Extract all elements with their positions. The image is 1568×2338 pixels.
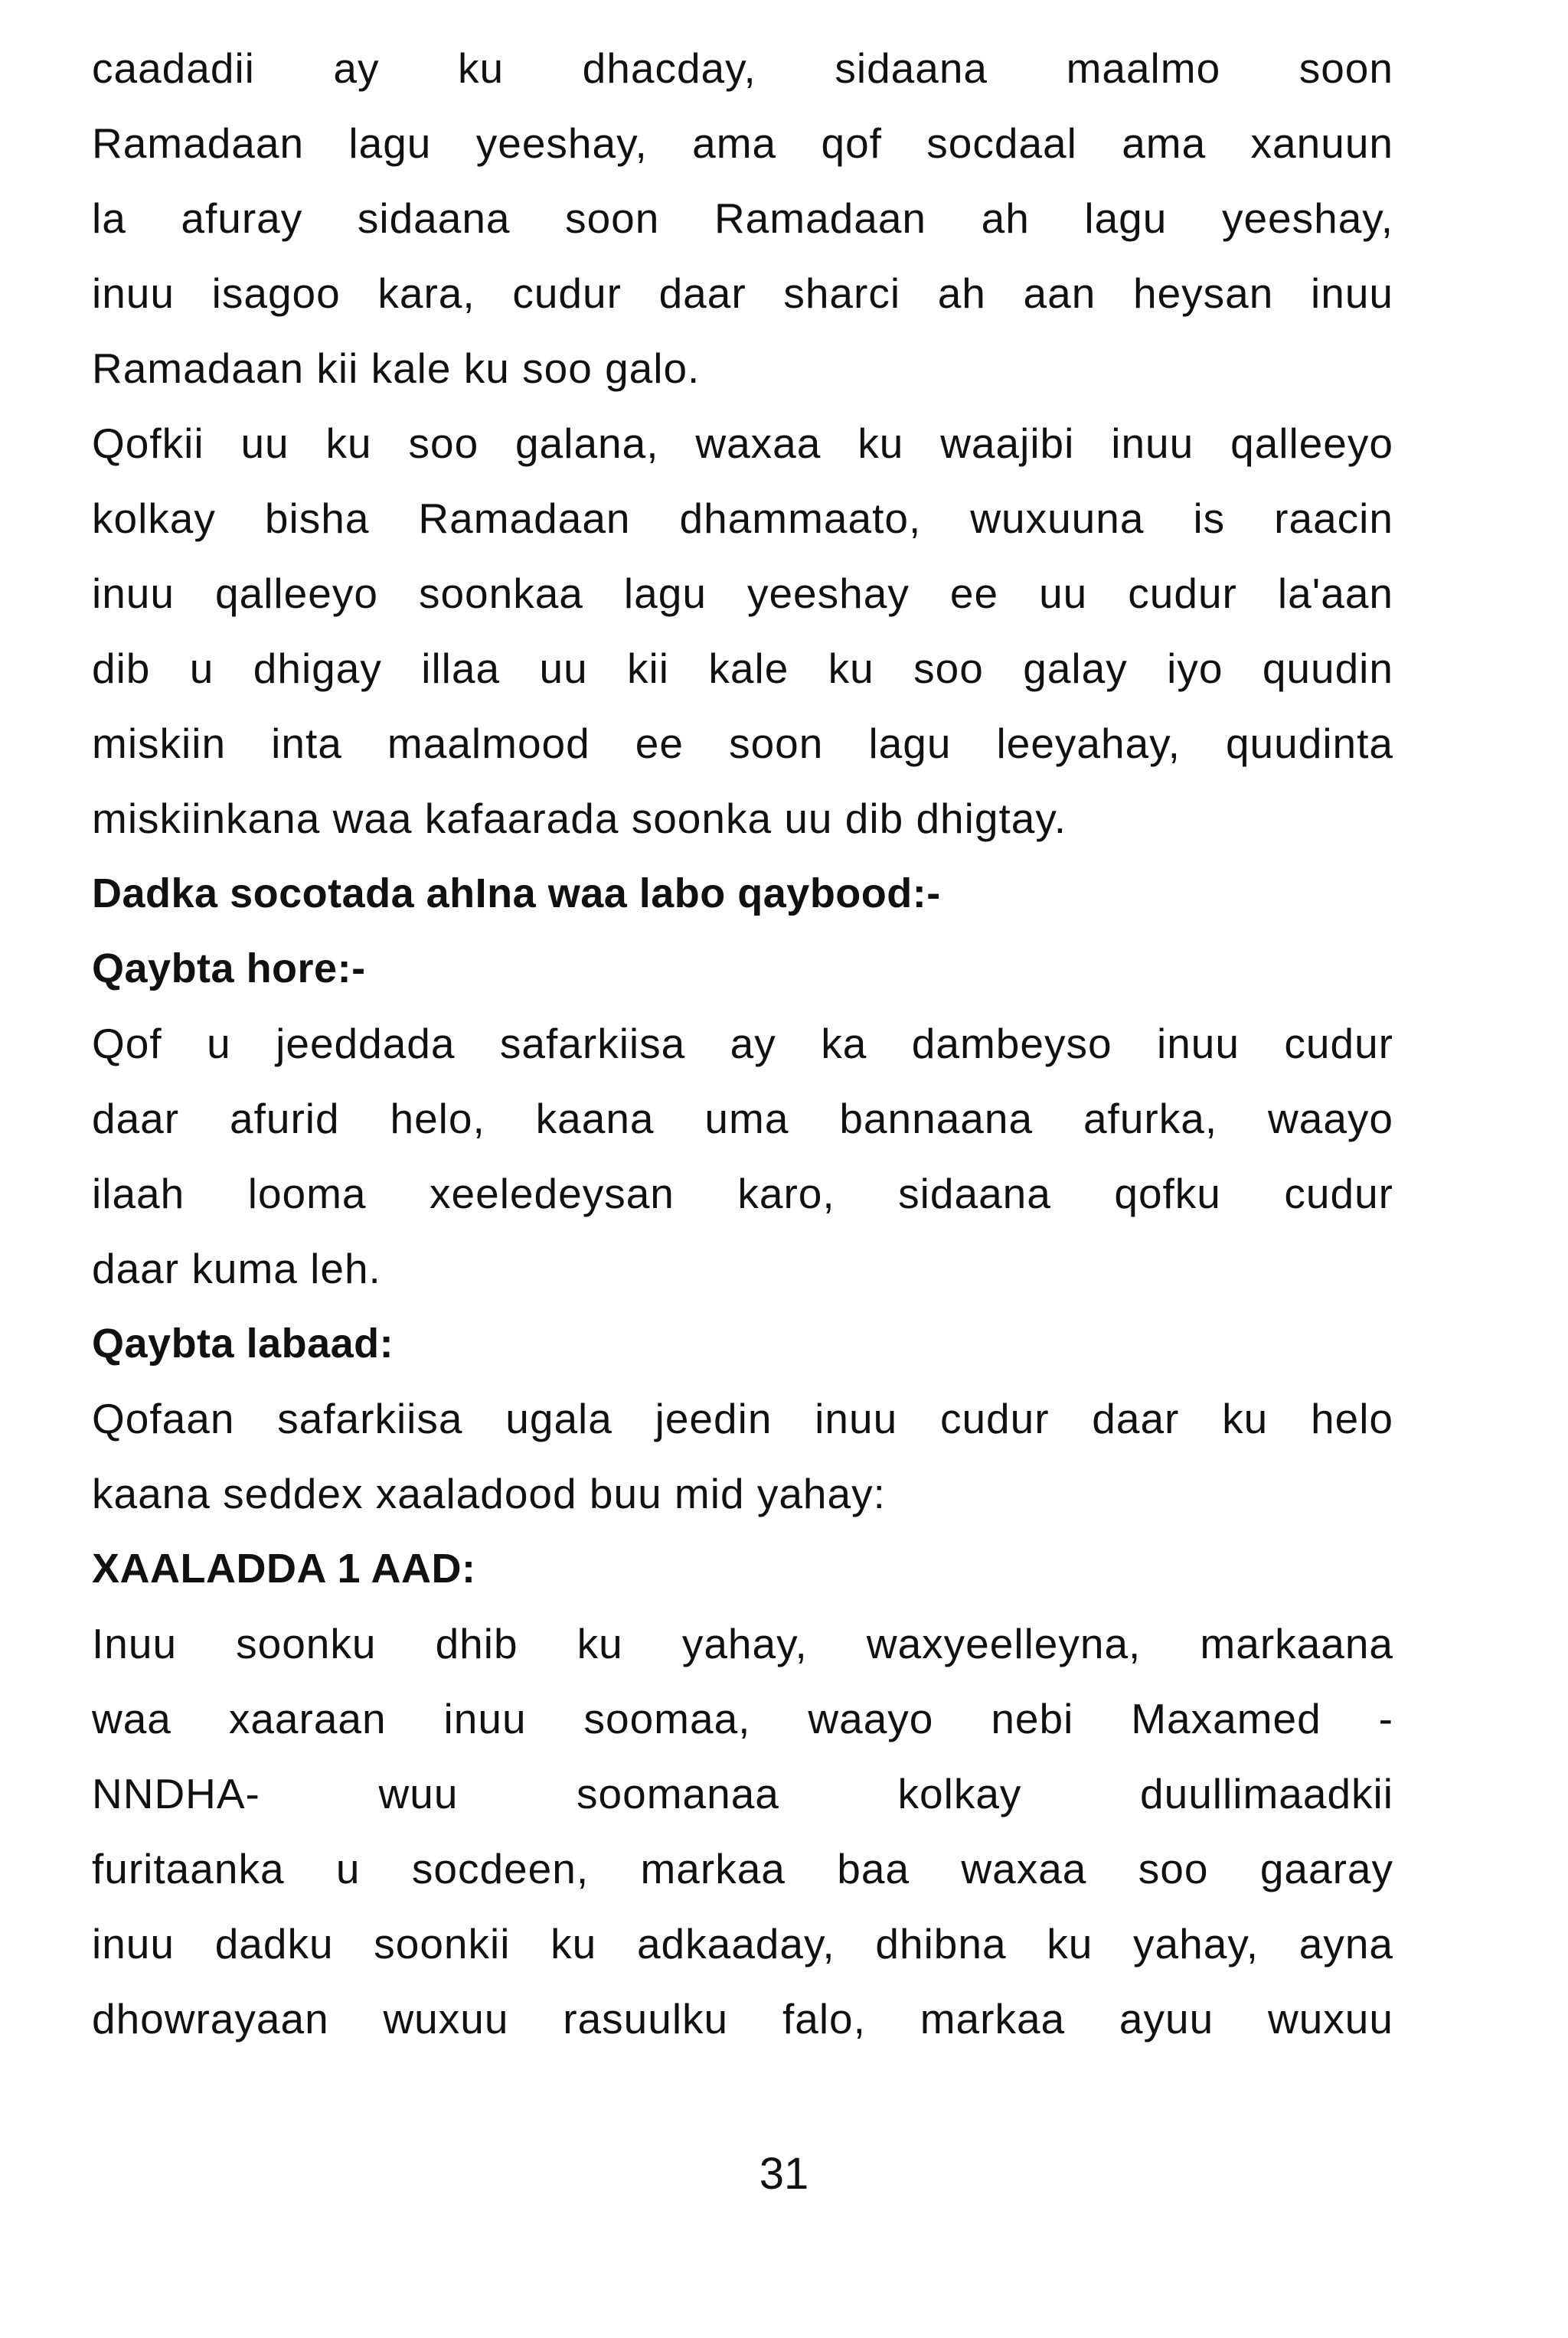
text-line: Inuu soonku dhib ku yahay, waxyeelleyna, markaana bbox=[92, 1620, 1393, 1667]
text-line: miskiinkana waa kafaarada soonka uu dib dhigtay. bbox=[92, 795, 1067, 842]
text-line: Qofkii uu ku soo galana, waxaa ku waajibi inuu qalleeyo bbox=[92, 420, 1393, 467]
text-line: daar kuma leh. bbox=[92, 1245, 381, 1292]
paragraph bbox=[92, 31, 1393, 406]
text-line: dib u dhigay illaa uu kii kale ku soo galay iyo quudin bbox=[92, 645, 1393, 692]
text-line: Qofaan safarkiisa ugala jeedin inuu cudur daar ku helo bbox=[92, 1395, 1393, 1442]
section-heading: XAALADDA 1 AAD: bbox=[92, 1546, 476, 1592]
text-line: kolkay bisha Ramadaan dhammaato, wuxuuna is raacin bbox=[92, 495, 1393, 542]
text-line: caadadii ay ku dhacday, sidaana maalmo soon bbox=[92, 44, 1393, 92]
text-line: waa xaaraan inuu soomaa, waayo nebi Maxamed - bbox=[92, 1695, 1393, 1742]
text-line: ilaah looma xeeledeysan karo, sidaana qofku cudur bbox=[92, 1170, 1393, 1217]
text-line: Ramadaan kii kale ku soo galo. bbox=[92, 344, 701, 392]
text-line: Qof u jeeddada safarkiisa ay ka dambeyso inuu cudur bbox=[92, 1020, 1393, 1067]
section-heading: Qaybta labaad: bbox=[92, 1321, 394, 1367]
section-heading: Dadka socotada ahIna waa labo qaybood:- bbox=[92, 870, 941, 916]
paragraph bbox=[92, 406, 1393, 856]
text-line: dhowrayaan wuxuu rasuulku falo, markaa ayuu wuxuu bbox=[92, 1995, 1393, 2042]
text-line: la afuray sidaana soon Ramadaan ah lagu yeeshay, bbox=[92, 194, 1393, 242]
text-line: inuu isagoo kara, cudur daar sharci ah aan heysan inuu bbox=[92, 269, 1393, 317]
text-line: inuu qalleeyo soonkaa lagu yeeshay ee uu cudur la'aan bbox=[92, 570, 1393, 617]
paragraph bbox=[92, 1006, 1393, 1306]
text-line: Ramadaan lagu yeeshay, ama qof socdaal ama xanuun bbox=[92, 119, 1393, 167]
text-line: miskiin inta maalmood ee soon lagu leeyahay, quudinta bbox=[92, 720, 1393, 767]
text-line: kaana seddex xaaladood buu mid yahay: bbox=[92, 1470, 886, 1517]
paragraph bbox=[92, 1606, 1393, 2056]
paragraph bbox=[92, 1381, 1393, 1531]
text-line: NNDHA- wuu soomanaa kolkay duullimaadkii bbox=[92, 1770, 1393, 1817]
page-body bbox=[92, 31, 1393, 2056]
text-line: inuu dadku soonkii ku adkaaday, dhibna ku yahay, ayna bbox=[92, 1920, 1393, 1967]
page-number: 31 bbox=[759, 2149, 809, 2199]
section-heading: Qaybta hore:- bbox=[92, 945, 366, 991]
text-line: daar afurid helo, kaana uma bannaana afurka, waayo bbox=[92, 1095, 1393, 1142]
text-line: furitaanka u socdeen, markaa baa waxaa soo gaaray bbox=[92, 1845, 1393, 1892]
